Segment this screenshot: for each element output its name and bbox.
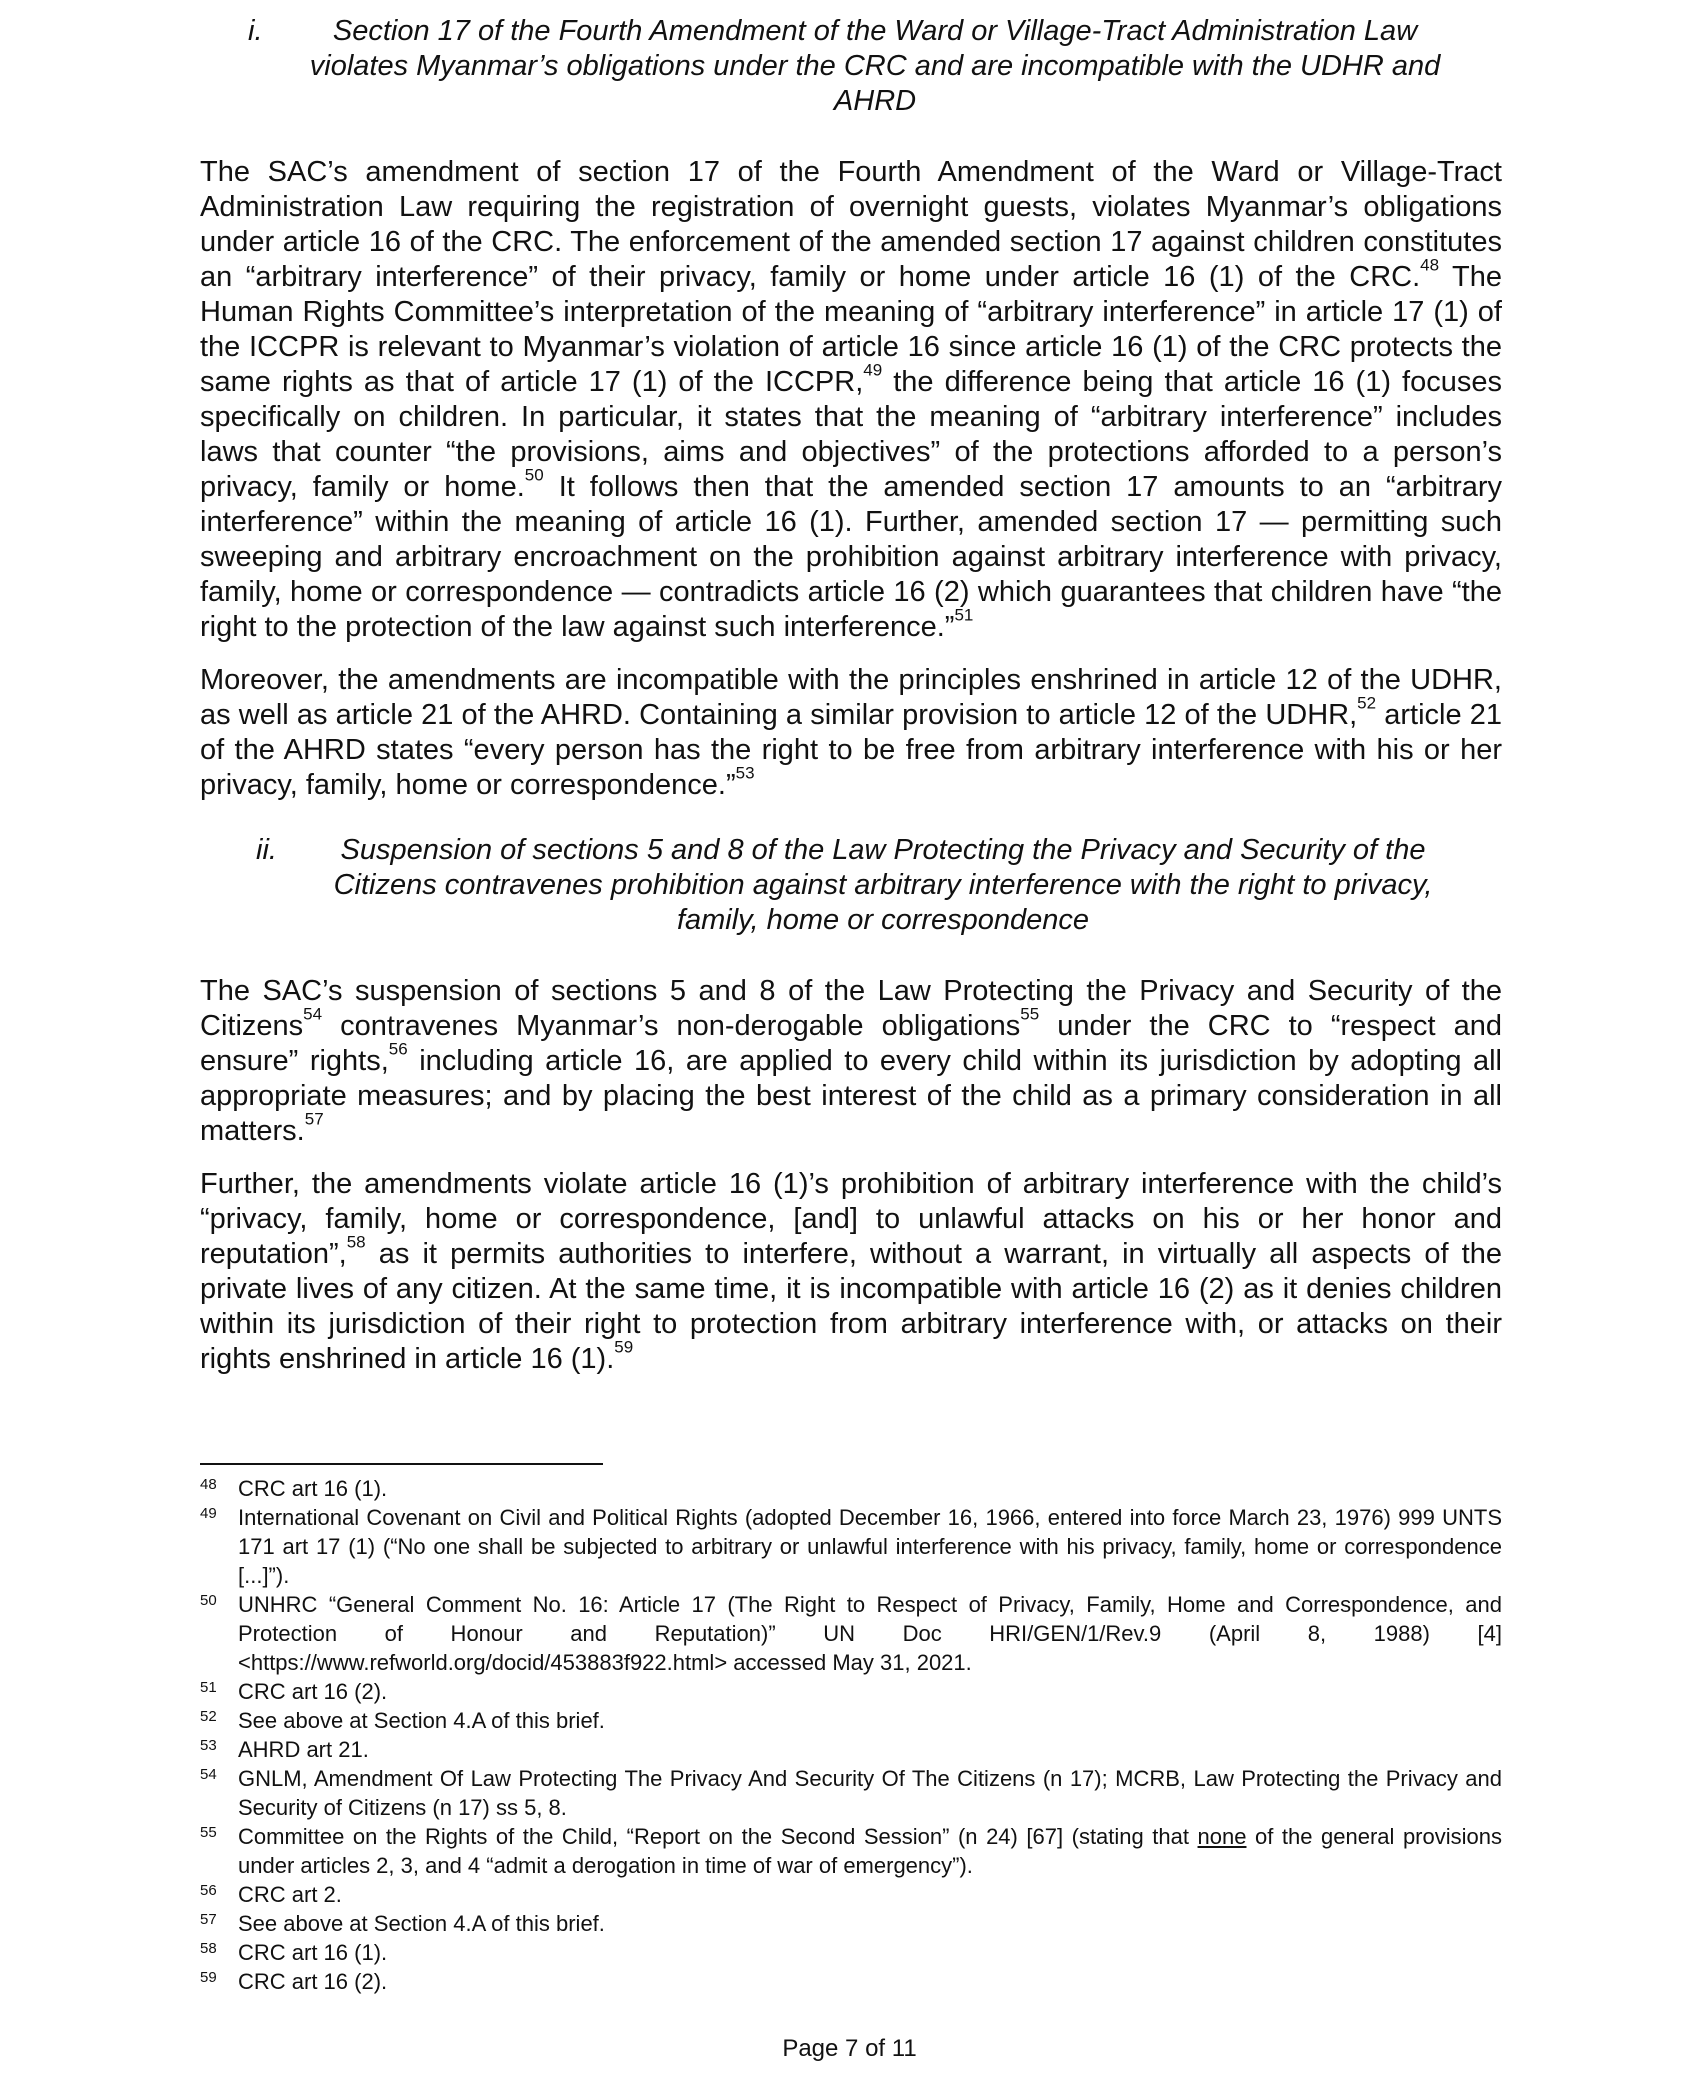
document-body [200,14,1502,1395]
footnote-number: 53 [200,1737,217,1754]
footnote [200,1822,1502,1880]
footnote-ref[interactable]: 48 [1420,255,1440,275]
footnote-text: UNHRC “General Comment No. 16: Article 17 (The Right to Respect of Privacy, Family, Home and Correspondence, and Protection of Honour and Reputation)” UN Doc HRI/GEN/1/Rev.9 (April 8, 1988) [4] <https://www.refworld.org/docid/453883f922.html> accessed May 31, 2021. [238,1592,1502,1675]
footnote-number: 51 [200,1679,217,1696]
paragraph: Moreover, the amendments are incompatible with the principles enshrined in article 12 of the UDHR, as well as article 21 of the AHRD. Containing a similar provision to article 12 of the UDHR,$^{52}$ article 21 of the AHRD states “every person has the right to be free from arbitrary interference with his or her privacy, family, home or correspondence.”$^{53}$ [200,664,1502,801]
footnote-text: CRC art 2. [238,1882,342,1907]
footnote-ref[interactable]: 55 [1020,1004,1040,1024]
footnote-text: CRC art 16 (2). [238,1679,388,1704]
footnote-ref[interactable]: 49 [863,360,883,380]
footnote [200,1706,1502,1735]
underlined-word: none [1197,1824,1247,1849]
footnote-text: CRC art 16 (1). [238,1476,388,1501]
footnote-number: 54 [200,1766,217,1783]
footnote [200,1880,1502,1909]
footnote [200,1938,1502,1967]
section-title: Section 17 of the Fourth Amendment of the Ward or Village-Tract Administration Law violates Myanmar’s obligations under the CRC and are incompatible with the UDHR and AHRD [309,15,1441,117]
section-number: ii. [256,834,277,866]
footnote-text: AHRD art 21. [238,1737,369,1762]
footnote [200,1474,1502,1503]
footnote [200,1590,1502,1677]
footnote-number: 55 [200,1824,217,1841]
footnote-number: 59 [200,1969,217,1986]
footnote-separator [200,1463,603,1465]
footnote-number: 50 [200,1592,217,1609]
footnote-text: GNLM, Amendment Of Law Protecting The Privacy And Security Of The Citizens (n 17); MCRB, Law Protecting the Privacy and Security of Citizens (n 17) ss 5, 8. [238,1766,1502,1820]
footnote-ref[interactable]: 50 [524,465,544,485]
paragraph: The SAC’s suspension of sections 5 and 8 of the Law Protecting the Privacy and Security of the Citizens$^{54}$ contravenes Myanmar’s non-derogable obligations$^{55}$ under the CRC to “respect and ensure” rights,$^{56}$ including article 16, are applied to every child within its jurisdiction by adopting all appropriate measures; and by placing the best interest of the child as a primary consideration in all matters.$^{57}$ [200,975,1503,1147]
footnote-text: Committee on the Rights of the Child, “Report on the Second Session” (n 24) [67] (stating that none of the general provisions under articles 2, 3, and 4 “admit a derogation in time of war of emergency”). [238,1824,1502,1878]
footnote-ref[interactable]: 53 [735,763,755,783]
footnote-ref[interactable]: 56 [388,1039,408,1059]
footnote-number: 49 [200,1505,217,1522]
section-number: i. [248,15,263,47]
footnote-text: International Covenant on Civil and Political Rights (adopted December 16, 1966, entered into force March 23, 1976) 999 UNTS 171 art 17 (1) (“No one shall be subjected to arbitrary or unlawful interference with his privacy, family, home or correspondence [...]”). [238,1505,1502,1588]
footnote-number: 58 [200,1940,217,1957]
paragraph: Further, the amendments violate article 16 (1)’s prohibition of arbitrary interference with the child’s “privacy, family, home or correspondence, [and] to unlawful attacks on his or her honor and reputation”,$^{58}$ as it permits authorities to interfere, without a warrant, in virtually all aspects of the private lives of any citizen. At the same time, it is incompatible with article 16 (2) as it denies children within its jurisdiction of their right to protection from arbitrary interference with, or attacks on their rights enshrined in article 16 (1).$^{59}$ [200,1168,1502,1375]
footnote [200,1909,1502,1938]
footnote-number: 56 [200,1882,217,1899]
page-number: Page 7 of 11 [782,2035,917,2062]
section-title: Suspension of sections 5 and 8 of the Law Protecting the Privacy and Security of the Citizens contravenes prohibition against arbitrary interference with the right to privacy, family, home or correspondence [333,834,1433,936]
section-heading-ii [200,833,1502,938]
footnote-ref[interactable]: 52 [1357,693,1377,713]
footnote [200,1967,1502,1996]
footnote-ref[interactable]: 54 [303,1004,323,1024]
footnotes [200,1474,1502,1996]
footnote-ref[interactable]: 51 [954,605,974,625]
footnote-number: 48 [200,1476,217,1493]
footnote [200,1764,1502,1822]
footnote-text: CRC art 16 (1). [238,1940,388,1965]
footnote-number: 52 [200,1708,217,1725]
footnote-text: CRC art 16 (2). [238,1969,388,1994]
section-heading-i [200,14,1502,119]
paragraph: The SAC’s amendment of section 17 of the Fourth Amendment of the Ward or Village-Tract Administration Law requiring the registration of overnight guests, violates Myanmar’s obligations under article 16 of the CRC. The enforcement of the amended section 17 against children constitutes an “arbitrary interference” of their privacy, family or home under article 16 (1) of the CRC.$^{48}$ The Human Rights Committee’s interpretation of the meaning of “arbitrary interference” in article 17 (1) of the ICCPR is relevant to Myanmar’s violation of article 16 since article 16 (1) of the CRC protects the same rights as that of article 17 (1) of the ICCPR,$^{49}$ the difference being that article 16 (1) focuses specifically on children. In particular, it states that the meaning of “arbitrary interference” includes laws that counter “the provisions, aims and objectives” of the protections afforded to a person’s privacy, family or home.$^{50}$ It follows then that the amended section 17 amounts to an “arbitrary interference” within the meaning of article 16 (1). Further, amended section 17 — permitting such sweeping and arbitrary encroachment on the prohibition against arbitrary interference with privacy, family, home or correspondence — contradicts article 16 (2) which guarantees that children have “the right to the protection of the law against such interference.”$^{51}$ [200,156,1503,643]
footnote-ref[interactable]: 59 [614,1337,634,1357]
footnote [200,1735,1502,1764]
footnote-text: See above at Section 4.A of this brief. [238,1911,605,1936]
footnote-ref[interactable]: 57 [304,1109,324,1129]
footnote-ref[interactable]: 58 [346,1232,366,1252]
footnote [200,1503,1502,1590]
footnote [200,1677,1502,1706]
footnote-text: See above at Section 4.A of this brief. [238,1708,605,1733]
footnote-number: 57 [200,1911,217,1928]
